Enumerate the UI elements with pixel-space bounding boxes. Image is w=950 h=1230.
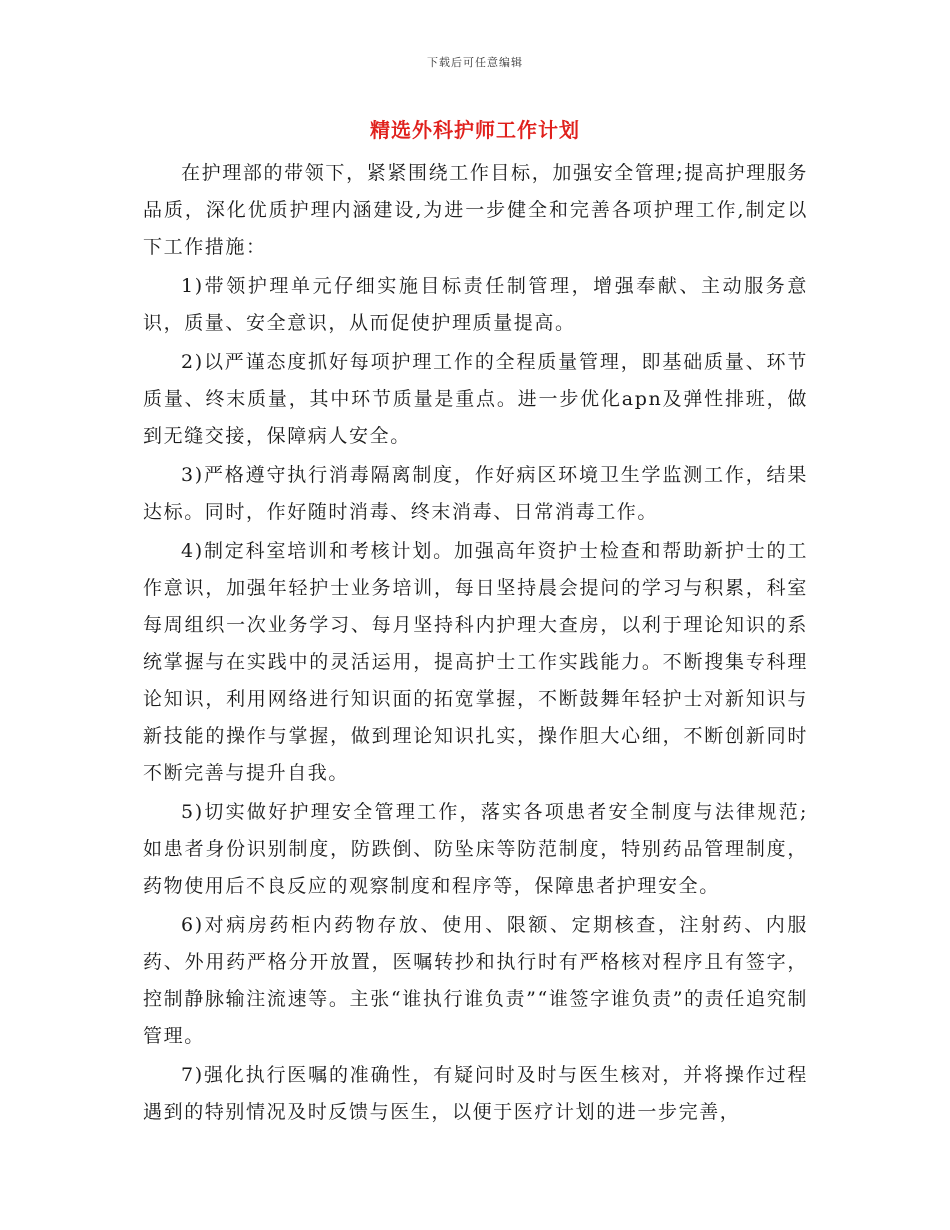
paragraph-intro: 在护理部的带领下，紧紧围绕工作目标，加强安全管理;提高护理服务品质，深化优质护理内涵建设,为进一步健全和完善各项护理工作,制定以下工作措施：: [143, 162, 808, 258]
paragraph-item-1: 1)带领护理单元仔细实施目标责任制管理，增强奉献、主动服务意识，质量、安全意识，从而促使护理质量提高。: [143, 275, 808, 334]
paragraph-item-7: 7)强化执行医嘱的准确性，有疑问时及时与医生核对，并将操作过程遇到的特别情况及时反馈与医生，以便于医疗计划的进一步完善，: [143, 1064, 808, 1123]
paragraph-item-4: 4)制定科室培训和考核计划。加强高年资护士检查和帮助新护士的工作意识，加强年轻护士业务培训，每日坚持晨会提问的学习与积累，科室每周组织一次业务学习、每月坚持科内护理大查房，以利于理论知识的系统掌握与在实践中的灵活运用，提高护士工作实践能力。不断搜集专科理论知识，利用网络进行知识面的拓宽掌握，不断鼓舞年轻护士对新知识与新技能的操作与掌握，做到理论知识扎实，操作胆大心细，不断创新同时不断完善与提升自我。: [143, 540, 808, 784]
paragraph-item-6: 6)对病房药柜内药物存放、使用、限额、定期核查，注射药、内服药、外用药严格分开放置，医嘱转抄和执行时有严格核对程序且有签字，控制静脉输注流速等。主张“谁执行谁负责”“谁签字谁负责”的责任追究制管理。: [143, 914, 808, 1047]
paragraph-item-3: 3)严格遵守执行消毒隔离制度，作好病区环境卫生学监测工作，结果达标。同时，作好随时消毒、终末消毒、日常消毒工作。: [143, 464, 808, 523]
header-note: 下载后可任意编辑: [427, 56, 523, 69]
document-body: [143, 155, 808, 1133]
document-title: 精选外科护师工作计划: [370, 118, 580, 142]
paragraph-item-2: 2)以严谨态度抓好每项护理工作的全程质量管理，即基础质量、环节质量、终末质量，其中环节质量是重点。进一步优化apn及弹性排班，做到无缝交接，保障病人安全。: [143, 351, 808, 447]
paragraph-item-5: 5)切实做好护理安全管理工作，落实各项患者安全制度与法律规范;如患者身份识别制度，防跌倒、防坠床等防范制度，特别药品管理制度，药物使用后不良反应的观察制度和程序等，保障患者护理安全。: [143, 801, 808, 897]
